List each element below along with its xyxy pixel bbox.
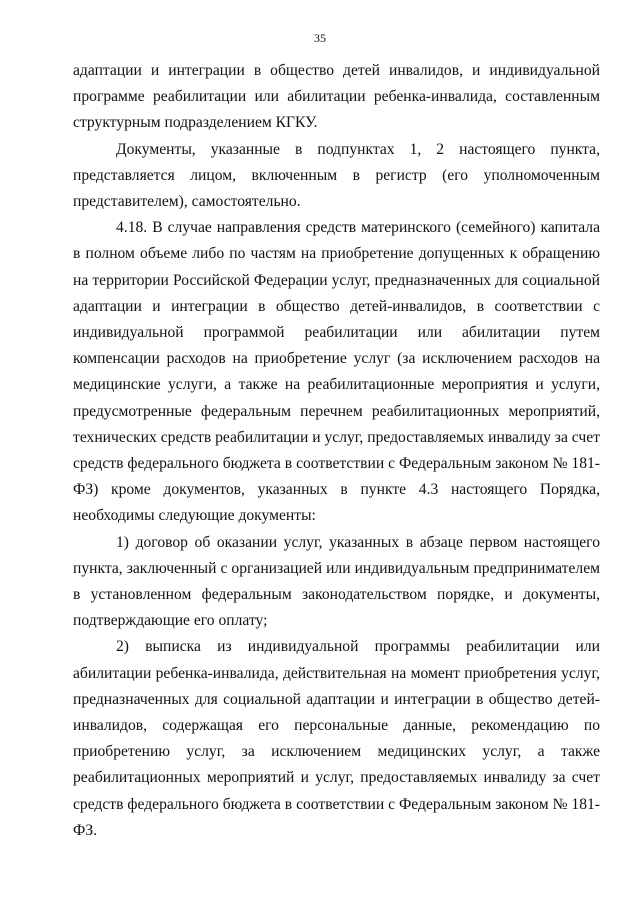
paragraph-documents-submission: Документы, указанные в подпунктах 1, 2 настоящего пункта, представляется лицом, включенным в регистр (его уполномоченным представителем), самостоятельно. <box>73 140 600 211</box>
paragraph-continuation: адаптации и интеграции в общество детей инвалидов, и индивидуальной программе реабилитации или абилитации ребенка-инвалида, составленным структурным подразделением КГКУ. <box>73 62 600 132</box>
paragraph-item-1: 1) договор об оказании услуг, указанных в абзаце первом настоящего пункта, заключенный с организацией или индивидуальным предпринимателем в установленном федеральным законодательством порядке, и документы, подтверждающие его оплату; <box>73 533 600 630</box>
paragraph-clause-4-18: 4.18. В случае направления средств материнского (семейного) капитала в полном объеме либо по частям на приобретение допущенных к обращению на территории Российской Федерации услуг, предназначенных для социальной адаптации и интеграции в общество детей-инвалидов, в соответствии с индивидуальной программой реабилитации или абилитации путем компенсации расходов на приобретение услуг (за исключением расходов на медицинские услуги, а также на реабилитационные мероприятия и услуги, предусмотренные федеральным перечнем реабилитационных мероприятий, технических средств реабилитации и услуг, предоставляемых инвалиду за счет средств федерального бюджета в соответствии с Федеральным законом № 181-ФЗ) кроме документов, указанных в пункте 4.3 настоящего Порядка, необходимы следующие документы: <box>73 219 600 525</box>
paragraph-item-2: 2) выписка из индивидуальной программы реабилитации или абилитации ребенка-инвалида, действительная на момент приобретения услуг, предназначенных для социальной адаптации и интеграции в общество детей-инвалидов, содержащая его персональные данные, рекомендацию по приобретению услуг, за исключением медицинских услуг, а также реабилитационных мероприятий и услуг, предоставляемых инвалиду за счет средств федерального бюджета в соответствии с Федеральным законом № 181-ФЗ. <box>73 638 600 839</box>
page-number: 35 <box>314 31 326 45</box>
document-body <box>73 58 600 844</box>
